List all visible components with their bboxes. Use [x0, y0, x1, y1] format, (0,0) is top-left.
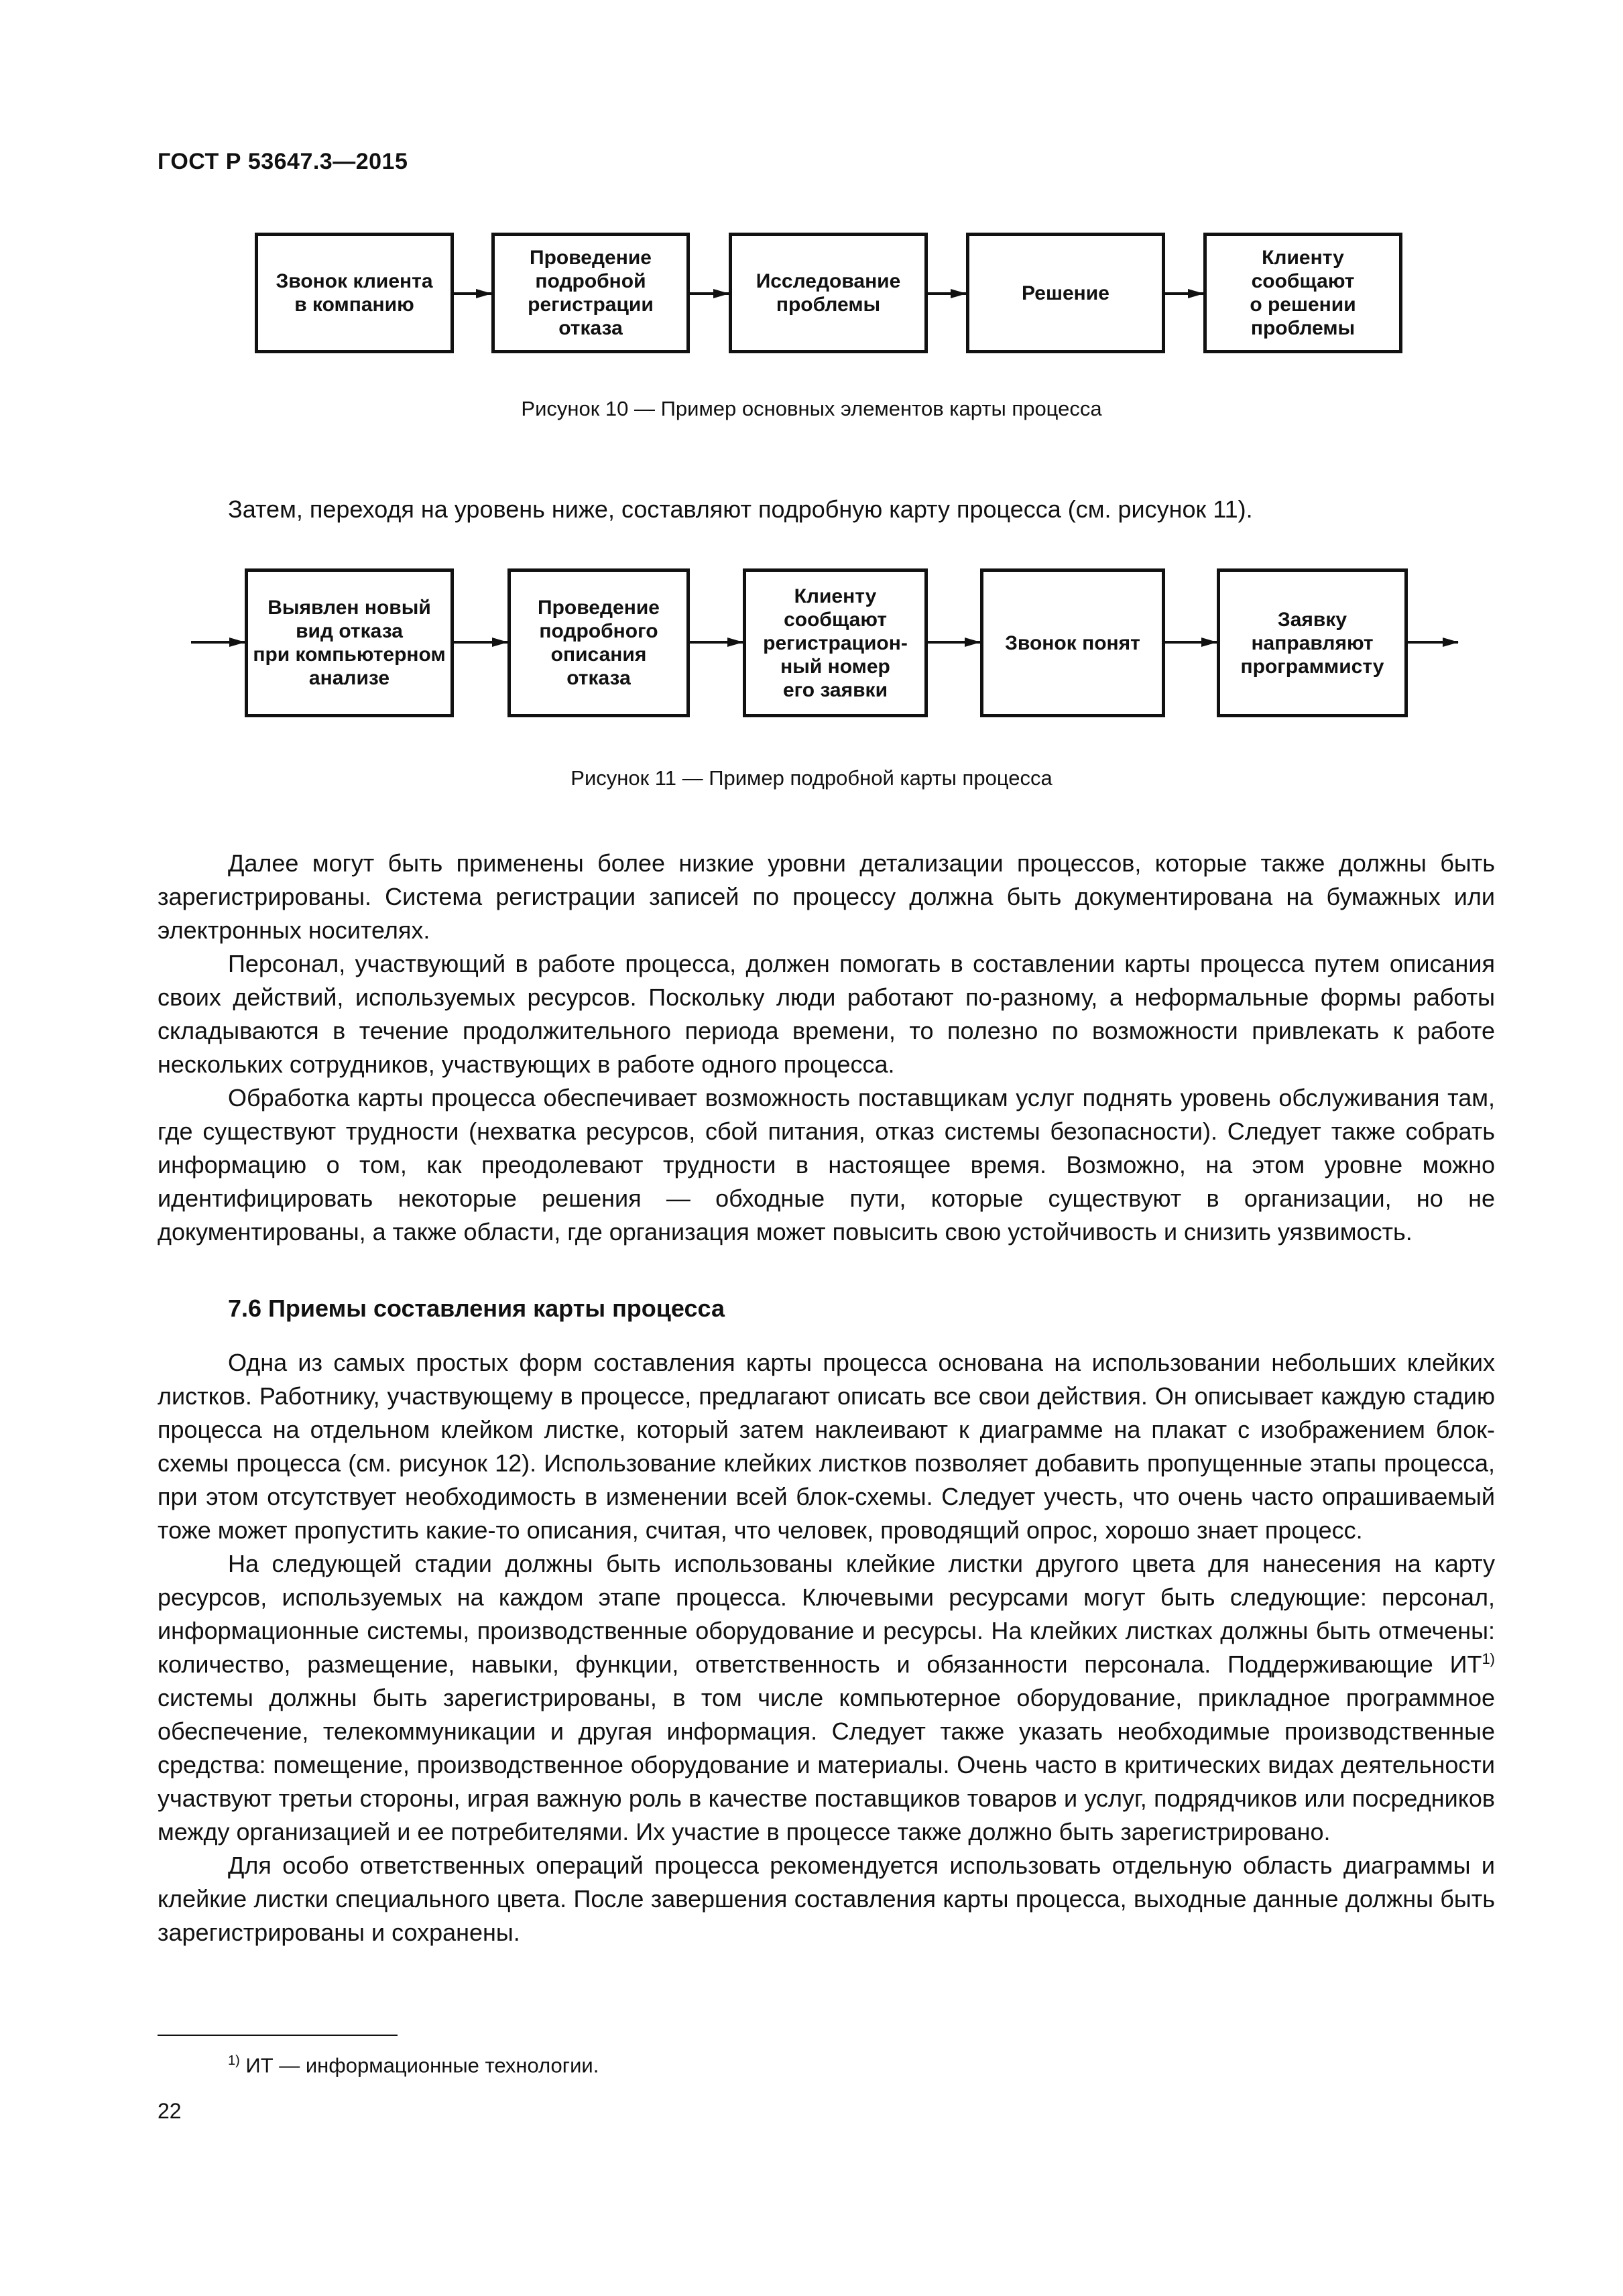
body-text	[158, 847, 1495, 1249]
fig11-box-4: Звонок понят	[980, 568, 1165, 717]
document-header: ГОСТ Р 53647.3—2015	[158, 149, 408, 174]
footnote-divider	[158, 2035, 398, 2036]
section-paragraph-2a: На следующей стадии должны быть использованы клейкие листки другого цвета для нанесения на карту ресурсов, используемых на каждом этапе процесса. Ключевыми ресурсами могут быть следующие: персонал, информационные системы, производственные оборудование и ресурсы. На клейких листках должны быть отмечены: количество, размещение, навыки, функции, ответственность и обязанности персонала. Поддерживающие ИТ	[158, 1550, 1495, 1678]
fig10-box-4: Решение	[966, 233, 1165, 353]
intro-text: Затем, переходя на уровень ниже, составляют подробную карту процесса (см. рисунок 11).	[228, 495, 1253, 523]
footnote-ref[interactable]: 1)	[1482, 1650, 1495, 1667]
section-paragraph-3: Для особо ответственных операций процесса рекомендуется использовать отдельную область диаграммы и клейкие листки специального цвета. После завершения составления карты процесса, выходные данные должны быть зарегистрированы и сохранены.	[158, 1852, 1495, 1946]
fig11-box-5: Заявку направляют программисту	[1217, 568, 1408, 717]
section-paragraph-2	[158, 1547, 1495, 1849]
fig10-box-2: Проведение подробной регистрации отказа	[491, 233, 690, 353]
section-title: 7.6 Приемы составления карты процесса	[228, 1294, 725, 1322]
figure-11-caption: Рисунок 11 — Пример подробной карты процесса	[570, 766, 1053, 790]
body-paragraph-2: Персонал, участвующий в работе процесса, должен помогать в составлении карты процесса путем описания своих действий, используемых ресурсов. Поскольку люди работают по-разному, а неформальные формы работы складываются в течение продолжительного периода времени, то полезно по возможности привлекать к работе нескольких сотрудников, участвующих в работе одного процесса.	[158, 950, 1495, 1078]
fig11-box-2: Проведение подробного описания отказа	[507, 568, 690, 717]
body-paragraph-1: Далее могут быть применены более низкие уровни детализации процессов, которые также должны быть зарегистрированы. Система регистрации записей по процессу должна быть документирована на бумажных или электронных носителях.	[158, 849, 1495, 944]
footnote-text: ИТ — информационные технологии.	[239, 2053, 599, 2077]
page-number: 22	[158, 2099, 182, 2123]
fig10-box-1: Звонок клиента в компанию	[255, 233, 454, 353]
fig11-box-1: Выявлен новый вид отказа при компьютерном анализе	[245, 568, 454, 717]
section-paragraph-1: Одна из самых простых форм составления карты процесса основана на использовании небольших клейких листков. Работнику, участвующему в процессе, предлагают описать все свои действия. Он описывает каждую стадию процесса на отдельном клейком листке, который затем наклеивают к диаграмме на плакат с изображением блок-схемы процесса (см. рисунок 12). Использование клейких листков позволяет добавить пропущенные этапы процесса, при этом отсутствует необходимость в изменении всей блок-схемы. Следует учесть, что очень часто опрашиваемый тоже может пропустить какие-то описания, считая, что человек, проводящий опрос, хорошо знает процесс.	[158, 1349, 1495, 1544]
fig11-box-3: Клиенту сообщают регистрацион- ный номер его заявки	[743, 568, 928, 717]
figure-10-caption: Рисунок 10 — Пример основных элементов карты процесса	[521, 397, 1102, 420]
section-paragraph-2b: системы должны быть зарегистрированы, в том числе компьютерное оборудование, прикладное программное обеспечение, телекоммуникации и другая информация. Следует также указать необходимые производственные средства: помещение, производственное оборудование и материалы. Очень часто в критических видах деятельности участвуют третьи стороны, играя важную роль в качестве поставщиков товаров и услуг, подрядчиков или посредников между организацией и ее потребителями. Их участие в процессе также должно быть зарегистрировано.	[158, 1684, 1495, 1846]
footnote-mark: 1)	[228, 2053, 240, 2068]
fig10-box-3: Исследование проблемы	[729, 233, 928, 353]
section-text	[158, 1346, 1495, 1949]
body-paragraph-3: Обработка карты процесса обеспечивает возможность поставщикам услуг поднять уровень обслуживания там, где существуют трудности (нехватка ресурсов, сбой питания, отказ системы безопасности). Следует также собрать информацию о том, как преодолевают трудности в настоящее время. Возможно, на этом уровне можно идентифицировать некоторые решения — обходные пути, которые существуют в организации, но не документированы, а также области, где организация может повысить свою устойчивость и снизить уязвимость.	[158, 1084, 1495, 1246]
fig10-box-5: Клиенту сообщают о решении проблемы	[1203, 233, 1402, 353]
footnote	[228, 2053, 599, 2077]
